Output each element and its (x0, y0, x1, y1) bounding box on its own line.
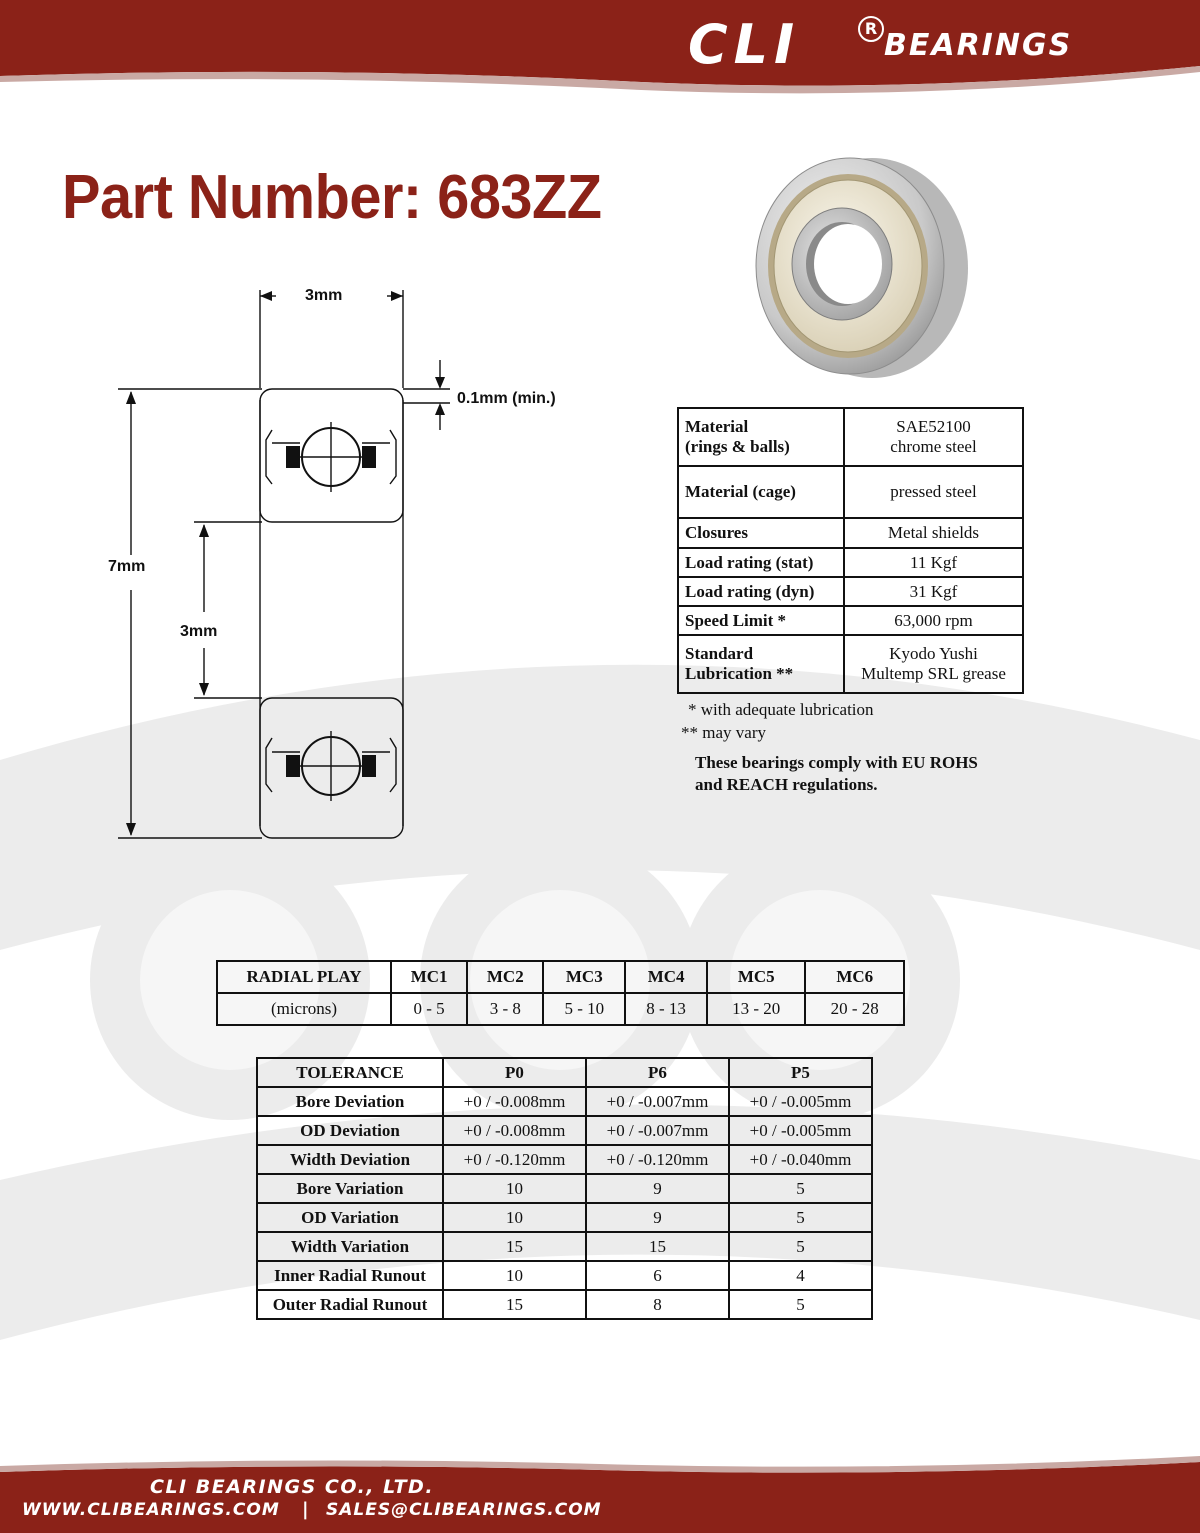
footer-website-link[interactable]: WWW.CLIBEARINGS.COM (22, 1500, 280, 1520)
spec-value: 63,000 rpm (844, 606, 1023, 635)
tolerance-row (257, 1290, 872, 1319)
tolerance-table (256, 1057, 873, 1320)
spec-value: 31 Kgf (844, 577, 1023, 606)
tolerance-header-row (257, 1058, 872, 1087)
brand-logo-cli: CLI (688, 13, 801, 76)
tolerance-cell: +0 / -0.007mm (586, 1116, 729, 1145)
compliance-line: and REACH regulations. (695, 775, 878, 794)
tolerance-cell: 4 (729, 1261, 872, 1290)
tolerance-row (257, 1145, 872, 1174)
bearing-drawing (0, 280, 600, 860)
spec-row (678, 606, 1023, 635)
spec-row (678, 577, 1023, 606)
spec-value: Metal shields (844, 518, 1023, 548)
tolerance-cell: +0 / -0.008mm (443, 1116, 586, 1145)
tolerance-label: OD Deviation (257, 1116, 443, 1145)
spec-key: Closures (678, 518, 844, 548)
page-title: Part Number: 683ZZ (62, 163, 602, 232)
compliance-statement (695, 752, 978, 796)
spec-value: SAE52100 (896, 417, 971, 436)
spec-key: Speed Limit * (678, 606, 844, 635)
radial-play-value: 0 - 5 (391, 993, 467, 1025)
tolerance-header: TOLERANCE (257, 1058, 443, 1087)
tolerance-cell: +0 / -0.007mm (586, 1087, 729, 1116)
radial-play-header: MC1 (391, 961, 467, 993)
tolerance-label: OD Variation (257, 1203, 443, 1232)
tolerance-row (257, 1174, 872, 1203)
tolerance-cell: 15 (443, 1232, 586, 1261)
spec-key: (rings & balls) (685, 437, 790, 456)
tolerance-header: P6 (586, 1058, 729, 1087)
spec-key: Material (cage) (678, 466, 844, 518)
tolerance-row (257, 1116, 872, 1145)
footer-email-link[interactable]: SALES@CLIBEARINGS.COM (326, 1500, 602, 1520)
tolerance-cell: 10 (443, 1203, 586, 1232)
radial-play-table (216, 960, 905, 1026)
radial-play-unit: (microns) (217, 993, 391, 1025)
radial-play-header: MC5 (707, 961, 805, 993)
spec-value: pressed steel (844, 466, 1023, 518)
radial-play-header: MC6 (805, 961, 904, 993)
radial-play-value: 8 - 13 (625, 993, 707, 1025)
bore-dimension-label: 3mm (180, 623, 218, 640)
tolerance-row (257, 1232, 872, 1261)
tolerance-row (257, 1087, 872, 1116)
tolerance-cell: +0 / -0.120mm (443, 1145, 586, 1174)
radial-play-value: 5 - 10 (543, 993, 625, 1025)
radial-play-value: 20 - 28 (805, 993, 904, 1025)
tolerance-cell: 5 (729, 1174, 872, 1203)
tolerance-cell: 6 (586, 1261, 729, 1290)
tolerance-cell: 10 (443, 1261, 586, 1290)
spec-value: Multemp SRL grease (861, 664, 1006, 683)
spec-value: 11 Kgf (844, 548, 1023, 577)
radial-play-value: 3 - 8 (467, 993, 543, 1025)
tolerance-cell: 9 (586, 1203, 729, 1232)
radial-play-header: MC2 (467, 961, 543, 993)
od-dimension-label: 7mm (108, 558, 146, 575)
bearing-photo (738, 150, 970, 382)
spec-value: Kyodo Yushi (889, 644, 978, 663)
tolerance-label: Inner Radial Runout (257, 1261, 443, 1290)
tolerance-cell: 8 (586, 1290, 729, 1319)
tolerance-cell: +0 / -0.040mm (729, 1145, 872, 1174)
spec-key: Load rating (stat) (678, 548, 844, 577)
spec-table (677, 407, 1024, 694)
tolerance-cell: +0 / -0.008mm (443, 1087, 586, 1116)
tolerance-cell: 5 (729, 1203, 872, 1232)
tolerance-label: Outer Radial Runout (257, 1290, 443, 1319)
spec-row (678, 548, 1023, 577)
tolerance-label: Bore Deviation (257, 1087, 443, 1116)
registered-mark: R (858, 16, 884, 42)
spec-row (678, 635, 1023, 693)
spec-key: Load rating (dyn) (678, 577, 844, 606)
compliance-line: These bearings comply with EU ROHS (695, 753, 978, 772)
tolerance-cell: 10 (443, 1174, 586, 1203)
radial-play-header: MC4 (625, 961, 707, 993)
tolerance-cell: +0 / -0.005mm (729, 1087, 872, 1116)
tolerance-cell: +0 / -0.005mm (729, 1116, 872, 1145)
spec-value: chrome steel (890, 437, 977, 456)
tolerance-row (257, 1203, 872, 1232)
radial-play-header: MC3 (543, 961, 625, 993)
tolerance-label: Width Variation (257, 1232, 443, 1261)
spec-key: Standard (685, 644, 754, 663)
footnote-lubrication: * with adequate lubrication (688, 700, 874, 719)
radial-play-value: 13 - 20 (707, 993, 805, 1025)
tolerance-cell: 5 (729, 1290, 872, 1319)
tolerance-cell: +0 / -0.120mm (586, 1145, 729, 1174)
footer-separator: | (302, 1499, 309, 1520)
footer-company-name: CLI BEARINGS CO., LTD. (150, 1476, 435, 1498)
tolerance-cell: 9 (586, 1174, 729, 1203)
width-dimension-label: 3mm (305, 287, 343, 304)
chamfer-dimension-label: 0.1mm (min.) (457, 390, 556, 407)
tolerance-label: Bore Variation (257, 1174, 443, 1203)
tolerance-row (257, 1261, 872, 1290)
tolerance-cell: 5 (729, 1232, 872, 1261)
radial-play-header-row (217, 961, 904, 993)
radial-play-values-row (217, 993, 904, 1025)
tolerance-label: Width Deviation (257, 1145, 443, 1174)
tolerance-cell: 15 (586, 1232, 729, 1261)
radial-play-header: RADIAL PLAY (217, 961, 391, 993)
spec-row (678, 518, 1023, 548)
spec-row (678, 466, 1023, 518)
tolerance-header: P5 (729, 1058, 872, 1087)
footnote-may-vary: ** may vary (681, 723, 766, 742)
tolerance-header: P0 (443, 1058, 586, 1087)
spec-key: Material (685, 417, 749, 436)
spec-key: Lubrication ** (685, 664, 794, 683)
spec-row (678, 408, 1023, 466)
brand-logo-bearings: BEARINGS (884, 28, 1073, 63)
tolerance-cell: 15 (443, 1290, 586, 1319)
